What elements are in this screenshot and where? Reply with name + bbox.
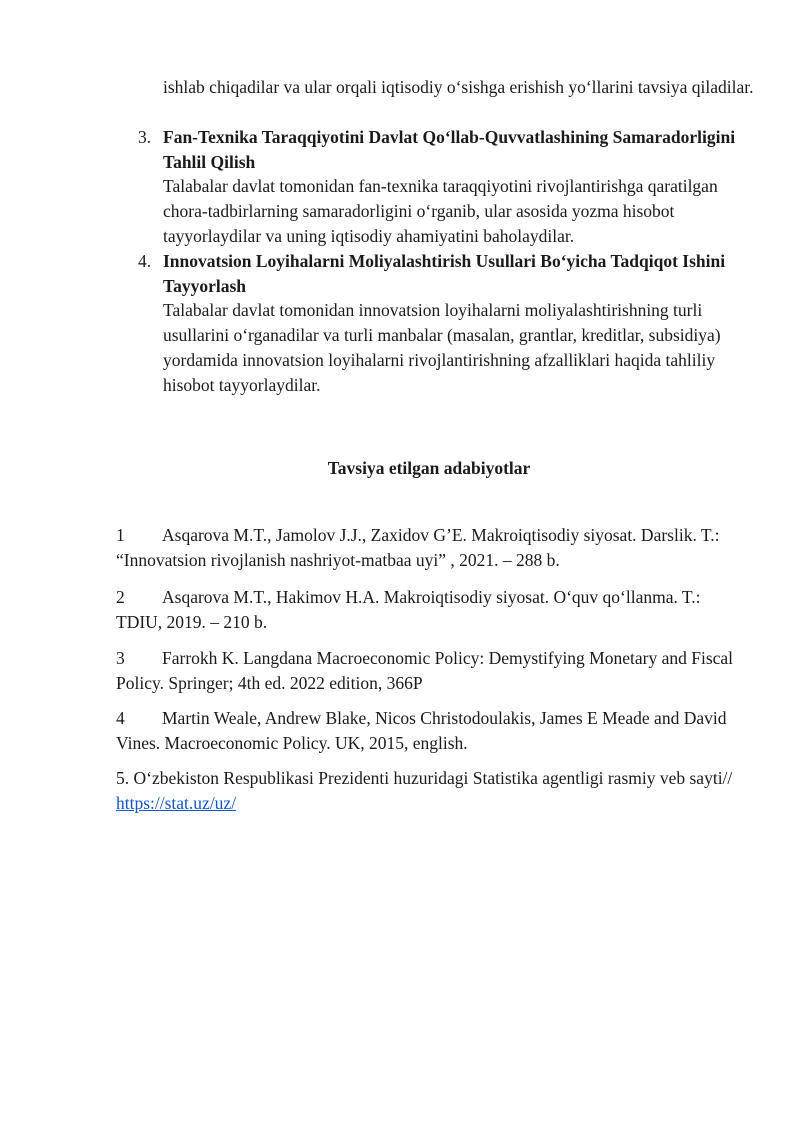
list-item-title: Fan-Texnika Taraqqiyotini Davlat Qo‘llab-Quvvatlashining Samaradorligini Tahlil Qilish [163, 127, 736, 172]
reference-number: 2 [116, 587, 125, 607]
reference-text: 5. O‘zbekiston Respublikasi Prezidenti huzuridagi Statistika agentligi rasmiy veb sayti// [116, 768, 733, 788]
reference-entry [116, 766, 736, 815]
reference-text: Martin Weale, Andrew Blake, Nicos Christodoulakis, James E Meade and David Vines. Macroeconomic Policy. UK, 2015, english. [116, 708, 727, 753]
reference-entry [116, 646, 736, 695]
reference-number: 3 [116, 648, 125, 668]
reference-number: 1 [116, 525, 125, 545]
list-item-number: 3. [138, 127, 152, 147]
reference-number: 4 [116, 708, 125, 728]
reference-text: Asqarova M.T., Hakimov H.A. Makroiqtisodiy siyosat. O‘quv qo‘llanma. T.: TDIU, 2019. – 210 b. [116, 587, 701, 632]
continuation-paragraph [163, 75, 763, 100]
reference-link[interactable]: https://stat.uz/uz/ [116, 792, 237, 813]
references-heading: Tavsiya etilgan adabiyotlar [327, 458, 531, 478]
list-item-description: Talabalar davlat tomonidan fan-texnika taraqqiyotini rivojlantirishga qaratilgan chora-tadbirlarning samaradorligini o‘rganib, ular asosida yozma hisobot tayyorlaydilar va uning iqtisodiy ahamiyatini baholaydilar. [163, 176, 718, 246]
reference-text: Farrokh K. Langdana Macroeconomic Policy: Demystifying Monetary and Fiscal Policy. Springer; 4th ed. 2022 edition, 366P [116, 648, 734, 693]
reference-text: Asqarova M.T., Jamolov J.J., Zaxidov G’E. Makroiqtisodiy siyosat. Darslik. T.: “Innovatsion rivojlanish nashriyot-matbaa uyi” , 2021. – 288 b. [116, 525, 720, 570]
list-item [138, 125, 758, 249]
list-item-title: Innovatsion Loyihalarni Moliyalashtirish Usullari Bo‘yicha Tadqiqot Ishini Tayyorlash [163, 251, 726, 296]
list-item-description: Talabalar davlat tomonidan innovatsion loyihalarni moliyalashtirishning turli usullarini o‘rganadilar va turli manbalar (masalan, grantlar, kreditlar, subsidiya) yordamida innovatsion loyihalarni rivojlantirishning afzalliklari haqida tahliliy hisobot tayyorlaydilar. [163, 300, 721, 395]
list-item-number: 4. [138, 251, 152, 271]
reference-entry [116, 706, 736, 755]
reference-entry [116, 523, 736, 572]
list-item [138, 249, 758, 397]
continuation-text: ishlab chiqadilar va ular orqali iqtisodiy o‘sishga erishish yo‘llarini tavsiya qiladilar. [163, 77, 754, 97]
reference-entry [116, 585, 736, 634]
